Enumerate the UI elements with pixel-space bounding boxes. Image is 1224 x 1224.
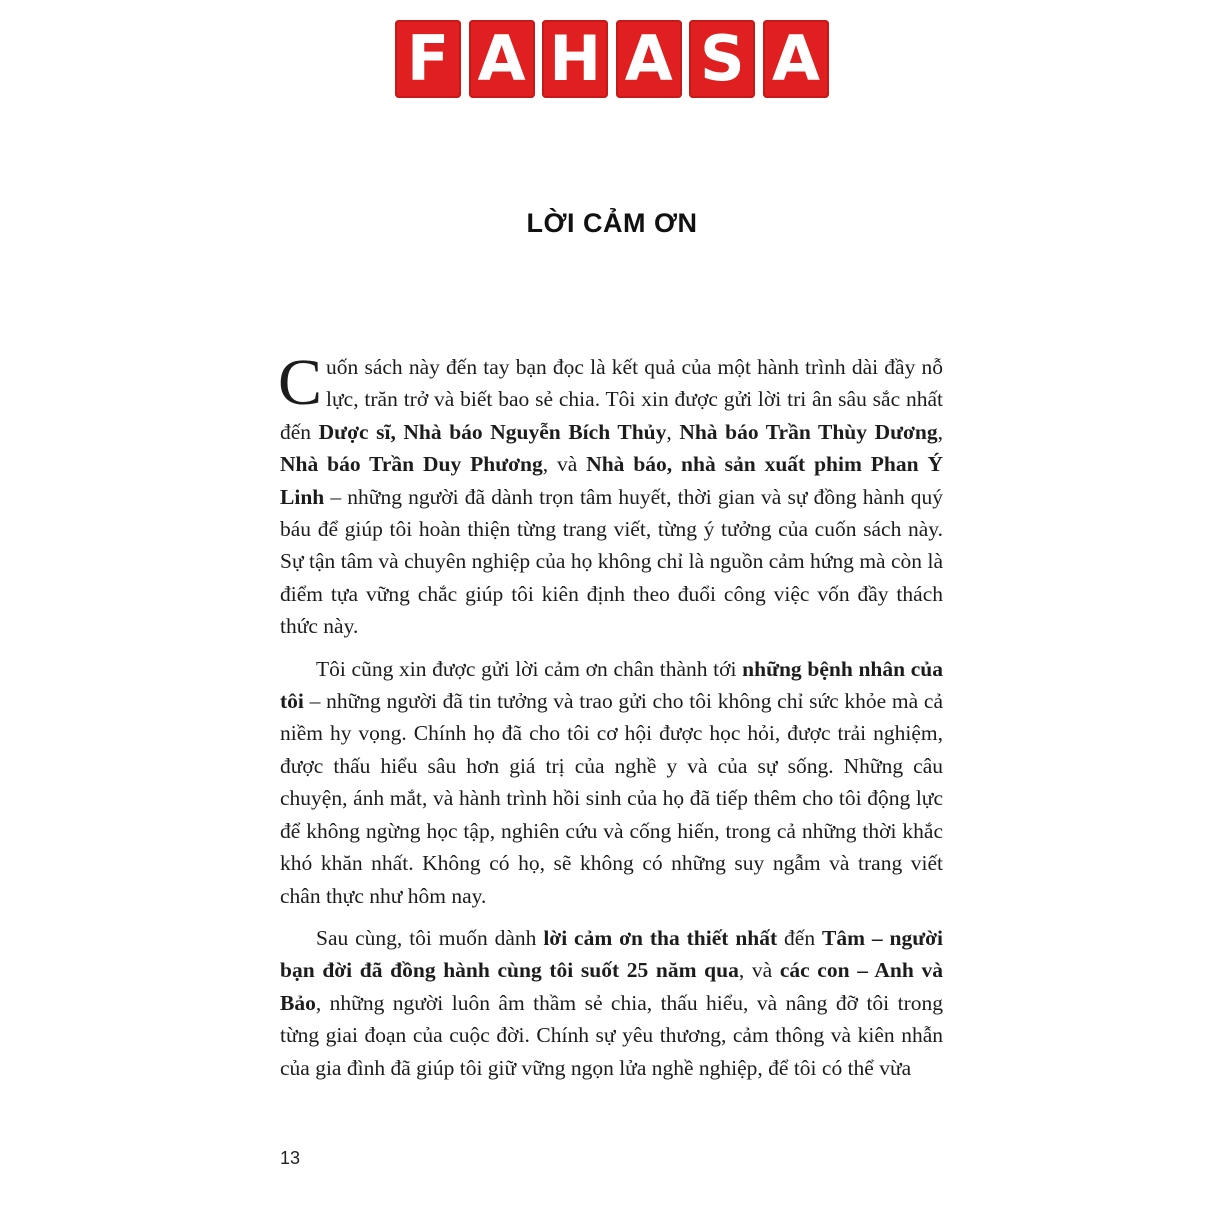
bold-phrase: các con – Anh và Bảo — [280, 958, 943, 1015]
fahasa-logo — [395, 20, 829, 98]
page-heading: LỜI CẢM ƠN — [526, 208, 698, 238]
bold-phrase: lời cảm ơn tha thiết nhất — [543, 925, 778, 950]
text-segment: Sau cùng, tôi muốn dành — [316, 925, 544, 950]
drop-cap: C — [278, 346, 323, 419]
paragraph-2 — [280, 653, 943, 912]
text-segment: uốn sách này đến tay bạn đọc là kết quả của một hành trình dài đầy nỗ lực, trăn trở và biết bao sẻ chia. Tôi xin được gửi lời tri ân sâu sắc nhất đến — [280, 355, 943, 444]
paragraph-3 — [280, 922, 943, 1084]
text-segment: , và — [738, 958, 780, 983]
bold-phrase: Tâm – người bạn đời đã đồng hành cùng tôi suốt 25 năm qua — [280, 925, 943, 983]
text-segment: , và — [542, 452, 587, 477]
acknowledgement-body — [278, 346, 944, 1094]
text-segment: đến — [777, 925, 822, 950]
text-segment: Tôi cũng xin được gửi lời cảm ơn chân thành tới — [316, 656, 743, 681]
text-segment: , những người luôn âm thầm sẻ chia, thấu hiểu, và nâng đỡ tôi trong từng giai đoạn của cuộc đời. Chính sự yêu thương, cảm thông và kiên nhẫn của gia đình đã giúp tôi giữ vững ngọn lửa nghề nghiệp, để tôi có thể vừa — [280, 990, 943, 1080]
bold-name: Nhà báo Trần Duy Phương — [280, 452, 543, 477]
text-segment: , — [937, 419, 944, 444]
bold-name: Dược sĩ, Nhà báo Nguyễn Bích Thủy — [318, 419, 667, 444]
logo-letter-tile: A — [763, 20, 829, 98]
bold-name: Nhà báo Trần Thùy Dương — [679, 419, 938, 444]
paragraph-1 — [278, 346, 944, 643]
text-segment: – những người đã tin tưởng và trao gửi cho tôi không chỉ sức khỏe mà cả niềm hy vọng. Chính họ đã cho tôi cơ hội được học hỏi, được trải nghiệm, được thấu hiểu sâu hơn giá trị của nghề y và của sự sống. Những câu chuyện, ánh mắt, và hành trình hồi sinh của họ đã tiếp thêm cho tôi động lực để không ngừng học tập, nghiên cứu và cống hiến, trong cả những thời khắc khó khăn nhất. Không có họ, sẽ không có những suy ngẫm và trang viết chân thực như hôm nay. — [280, 689, 943, 908]
bold-phrase: những bệnh nhân của tôi — [280, 656, 943, 714]
logo-letter-tile: S — [689, 20, 755, 98]
logo-letter-tile: F — [395, 20, 461, 98]
bold-name: Nhà báo, nhà sản xuất phim Phan Ý Linh — [280, 452, 943, 509]
logo-letter-tile: H — [542, 20, 608, 98]
page-number: 13 — [280, 1148, 301, 1168]
text-segment: , — [666, 419, 680, 444]
text-segment: – những người đã dành trọn tâm huyết, thời gian và sự đồng hành quý báu để giúp tôi hoàn thiện từng trang viết, từng ý tưởng của cuốn sách này. Sự tận tâm và chuyên nghiệp của họ không chỉ là nguồn cảm hứng mà còn là điểm tựa vững chắc giúp tôi kiên định theo đuổi công việc vốn đầy thách thức này. — [280, 484, 943, 639]
logo-letter-tile: A — [616, 20, 682, 98]
logo-letter-tile: A — [469, 20, 535, 98]
